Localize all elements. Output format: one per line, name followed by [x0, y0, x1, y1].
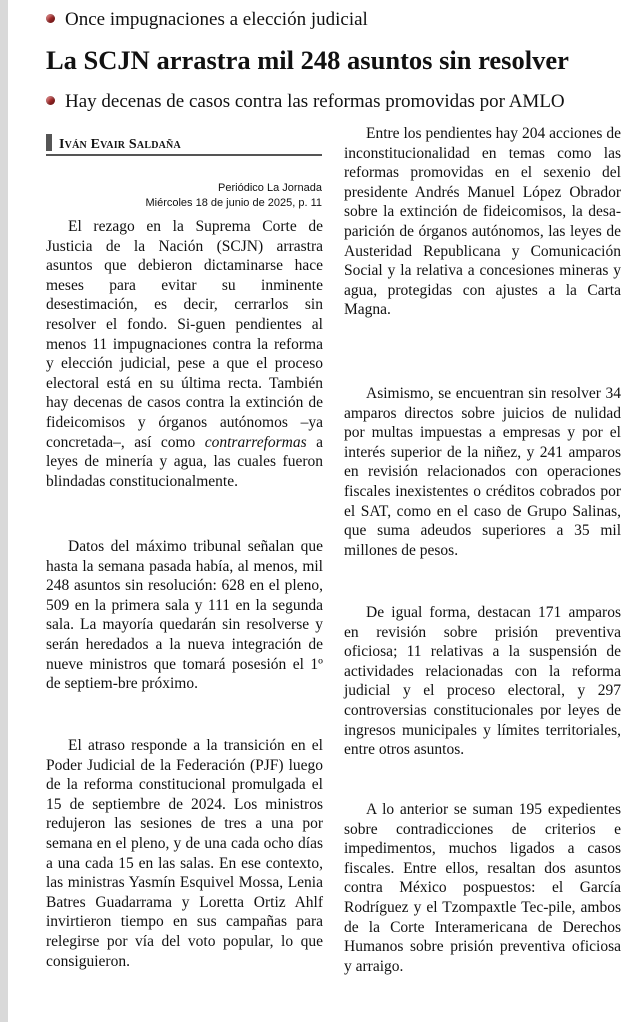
byline-rule	[46, 154, 322, 156]
paragraph-1-text-b: a leyes de minería y agua, las cuales fueron blindadas constitucionalmente.	[46, 433, 323, 490]
red-bullet-icon	[46, 96, 55, 105]
page-margin-bar	[0, 0, 8, 1022]
source-publication: Periódico La Jornada	[218, 182, 322, 194]
byline	[46, 134, 322, 154]
paragraph-6: De igual forma, destacan 171 amparos en revisión sobre prisión preventiva oficiosa; 11 relativas a la suspensión de actividades relacionadas con la reforma judicial y el proceso electoral, y 297 controversias constitucionales por leyes de ingresos municipales y límites territoriales, entre otros asuntos.	[344, 604, 621, 759]
paragraph-1-text-a: El rezago en la Suprema Corte de Justicia de la Nación (SCJN) arrastra asuntos que debieron dictaminarse hace meses para evitar su inminente desestimación, es decir, cerrarlos sin resolver el fondo. Si-guen pendientes al menos 11 impugnaciones contra la reforma y elección judicial, pese a que el proceso electoral está en su última recta. También hay decenas de casos contra la extinción de fideicomisos y órganos autónomos –ya concretada–, así como	[46, 218, 323, 451]
paragraph-3: El atraso responde a la transición en el Poder Judicial de la Federación (PJF) luego de la reforma constitucional promulgada el 15 de septiembre de 2024. Los ministros redujeron las sesiones de tres a una por semana en el pleno, y de una cada ocho días a una cada 15 en las salas. En ese contexto, las ministras Yasmín Esquivel Mossa, Lenia Batres Guadarrama y Loretta Ortiz Ahlf invirtieron tiempo en sus campañas para relegirse por vía del voto popular, lo que consiguieron.	[46, 737, 323, 970]
kicker	[46, 9, 368, 31]
subheadline-text: Hay decenas de casos contra las reformas promovidas por AMLO	[65, 91, 565, 112]
paragraph-5: Asimismo, se encuentran sin resolver 34 amparos directos sobre juicios de nulidad por multas impuestas a empresas y por el interés superior de la niñez, y 241 amparos en revisión relacionados con operaciones fiscales inexistentes o créditos cobrados por el SAT, como en el caso de Grupo Salinas, que suma adeudos superiores a 35 mil millones de pesos.	[344, 385, 621, 559]
kicker-text: Once impugnaciones a elección judicial	[65, 9, 368, 30]
paragraph-1-italic: contrarreformas	[204, 433, 307, 451]
paragraph-1	[46, 217, 323, 491]
red-bullet-icon	[46, 14, 55, 23]
headline: La SCJN arrastra mil 248 asuntos sin resolver	[46, 45, 569, 75]
source-info	[145, 181, 322, 211]
byline-marker-icon	[46, 134, 52, 151]
author-name: Iván Evair Saldaña	[59, 137, 181, 152]
source-date-page: Miércoles 18 de junio de 2025, p. 11	[145, 197, 322, 209]
paragraph-7: A lo anterior se suman 195 expedientes sobre contradicciones de criterios e impedimentos, muchos ligados a casos fiscales. Entre ellos, resaltan dos asuntos contra México pospuestos: el García Rodríguez y el Tzompaxtle Tec-pile, ambos de la Corte Interamericana de Derechos Humanos sobre prisión preventiva oficiosa y arraigo.	[344, 801, 621, 975]
paragraph-2: Datos del máximo tribunal señalan que hasta la semana pasada había, al menos, mil 248 asuntos sin resolución: 628 en el pleno, 509 en la primera sala y 111 en la segunda sala. La mayoría quedarán sin resolverse y serán heredados a la nueva integración de nueve ministros que tomará posesión el 1º de septiem-bre próximo.	[46, 538, 323, 693]
paragraph-4: Entre los pendientes hay 204 acciones de inconstitucionalidad en temas como las reformas promovidas en el sexenio del presidente Andrés Manuel López Obrador sobre la extinción de fideicomisos, la desa-parición de órganos autónomos, las leyes de Austeridad Republicana y Comunicación Social y la relativa a concesiones mineras y agua, protegidas con ajustes a la Carta Magna.	[344, 125, 621, 319]
subheadline	[46, 91, 565, 113]
